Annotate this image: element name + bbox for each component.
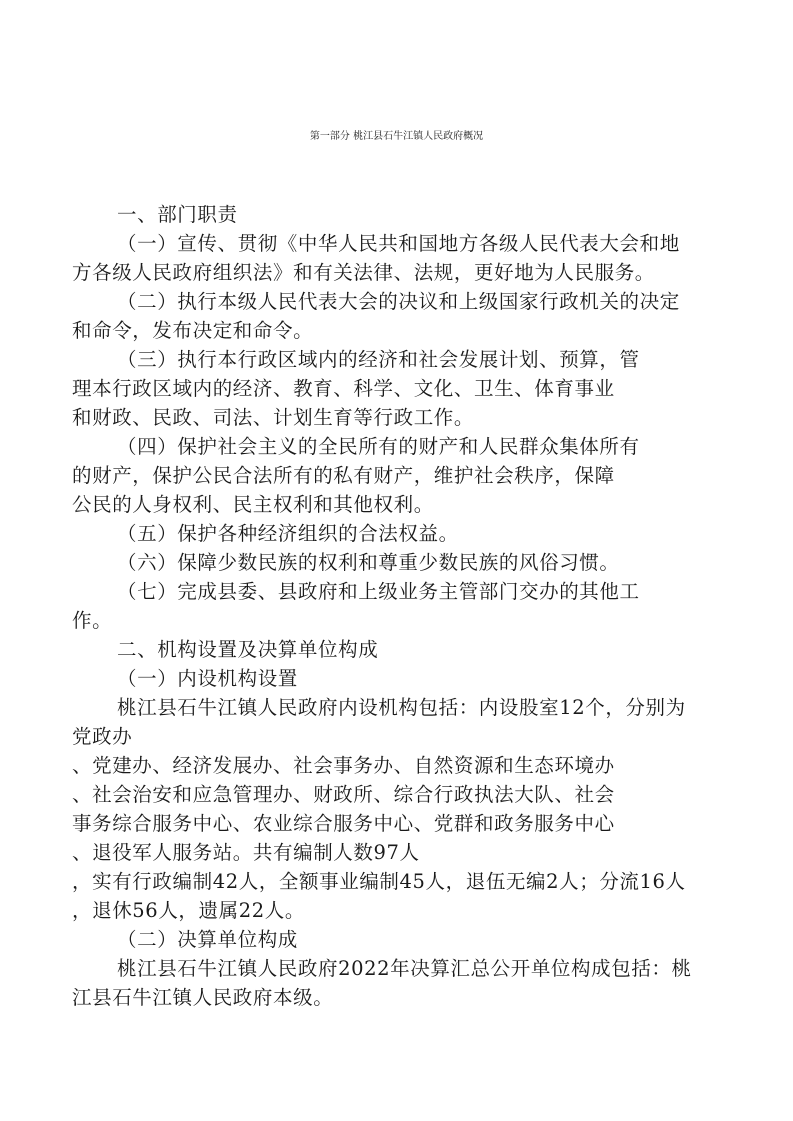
paragraph-line: 和财政、民政、司法、计划生育等行政工作。 (72, 406, 475, 429)
paragraph-line: 、社会治安和应急管理办、财政所、综合行政执法大队、社会 (72, 783, 615, 806)
paragraph-line: （一）宣传、贯彻《中华人民共和国地方各级人民代表大会和地 (117, 232, 680, 255)
paragraph-line: 江县石牛江镇人民政府本级。 (72, 986, 334, 1009)
paragraph-line: （七）完成县委、县政府和上级业务主管部门交办的其他工 (117, 580, 640, 603)
paragraph-line: （二）执行本级人民代表大会的决议和上级国家行政机关的决定 (117, 290, 680, 313)
paragraph-line: 、党建办、经济发展办、社会事务办、自然资源和生态环境办 (72, 754, 615, 777)
paragraph-line: 公民的人身权利、民主权利和其他权利。 (72, 493, 434, 516)
paragraph-line: 事务综合服务中心、农业综合服务中心、党群和政务服务中心 (72, 812, 615, 835)
paragraph-line: 党政办 (72, 725, 133, 748)
paragraph-line: ，实有行政编制42人，全额事业编制45人，退伍无编2人；分流16人 (72, 870, 686, 893)
page-title: 第一部分 桃江县石牛江镇人民政府概况 (309, 131, 484, 142)
paragraph-line: （五）保护各种经济组织的合法权益。 (117, 522, 459, 545)
paragraph-line: （六）保障少数民族的权利和尊重少数民族的风俗习惯。 (117, 551, 620, 574)
paragraph-line: 的财产，保护公民合法所有的私有财产，维护社会秩序，保障 (72, 464, 615, 487)
paragraph-line: 和命令，发布决定和命令。 (72, 319, 314, 342)
paragraph-line: 桃江县石牛江镇人民政府内设机构包括：内设股室12个，分别为 (117, 696, 686, 719)
paragraph-line: 桃江县石牛江镇人民政府2022年决算汇总公开单位构成包括：桃 (117, 957, 692, 980)
section-heading-structure: 二、机构设置及决算单位构成 (117, 638, 379, 661)
paragraph-line: （四）保护社会主义的全民所有的财产和人民群众集体所有 (117, 435, 640, 458)
paragraph-line: （三）执行本行政区域内的经济和社会发展计划、预算，管 (117, 348, 640, 371)
paragraph-line: 理本行政区域内的经济、教育、科学、文化、卫生、体育事业 (72, 377, 615, 400)
subsection-heading: （一）内设机构设置 (117, 667, 298, 690)
paragraph-line: 作。 (72, 609, 113, 632)
subsection-heading: （二）决算单位构成 (117, 928, 298, 951)
paragraph-line: 方各级人民政府组织法》和有关法律、法规，更好地为人民服务。 (72, 261, 655, 284)
section-heading-duties: 一、部门职责 (117, 203, 238, 226)
paragraph-line: 、退役军人服务站。共有编制人数97人 (72, 841, 420, 864)
paragraph-line: ，退休56人，遗属22人。 (72, 899, 305, 922)
